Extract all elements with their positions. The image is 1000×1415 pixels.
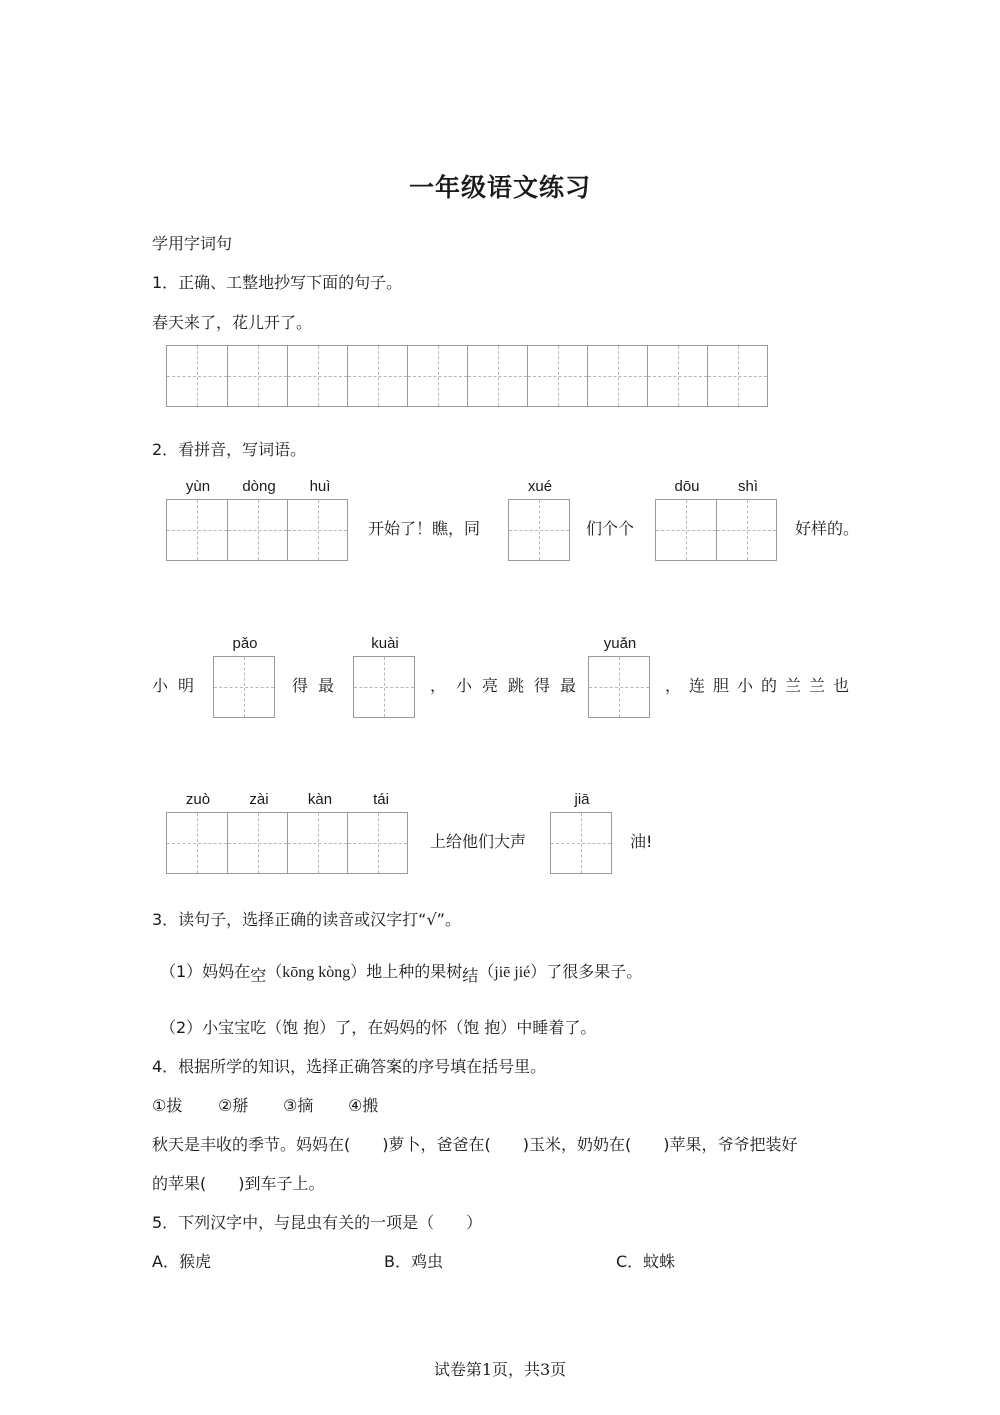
sentence-fragment: 得最	[292, 676, 345, 695]
pinyin-label: huì	[309, 478, 331, 495]
q3-item1-choice[interactable]: （kōng kòng）	[266, 964, 367, 981]
sentence-fragment: 油!	[630, 832, 653, 851]
pinyin-label: shì	[737, 478, 758, 495]
grid-cell[interactable]	[527, 346, 587, 406]
grid-cell[interactable]	[167, 813, 227, 873]
grid-cell[interactable]	[287, 813, 347, 873]
pinyin-label: yuǎn	[603, 635, 637, 652]
grid-cell[interactable]	[407, 346, 467, 406]
grid-cell[interactable]	[716, 500, 776, 560]
q1-writing-grid[interactable]	[166, 345, 768, 407]
grid-cell[interactable]	[214, 657, 274, 717]
pinyin-label: dōu	[674, 478, 700, 495]
grid-cell[interactable]	[227, 346, 287, 406]
question-2-label: 2．看拼音，写词语。	[152, 440, 307, 459]
sentence-fragment: 上给他们大声	[430, 832, 527, 851]
question-1-label: 1．正确、工整地抄写下面的句子。	[152, 273, 403, 292]
q3-item1-text: （1）妈妈在	[160, 962, 251, 981]
pinyin-label: yùn	[185, 478, 211, 495]
q4-passage-line: 的苹果( )到车子上。	[152, 1174, 325, 1193]
question-3-item-2: （2）小宝宝吃（饱 抱）了，在妈妈的怀（饱 抱）中睡着了。	[160, 1018, 597, 1037]
question-3-label: 3．读句子，选择正确的读音或汉字打“√”。	[152, 910, 461, 929]
pinyin-grid-xue[interactable]	[508, 499, 570, 561]
q4-option: ②掰	[218, 1096, 249, 1115]
q3-item1-text: 地上种的果树	[366, 962, 463, 981]
pinyin-grid-doushi[interactable]	[655, 499, 777, 561]
pinyin-label: zài	[249, 791, 269, 808]
q3-item1-choice[interactable]: （jiē jié）	[478, 964, 547, 981]
pinyin-label: kuài	[371, 635, 399, 652]
q5-choice-b[interactable]: B．鸡虫	[384, 1252, 443, 1271]
grid-cell[interactable]	[227, 813, 287, 873]
sentence-fragment: ，连胆小的兰兰也	[665, 676, 858, 695]
pinyin-grid-yuan[interactable]	[588, 656, 650, 718]
grid-cell[interactable]	[287, 346, 347, 406]
grid-cell[interactable]	[587, 346, 647, 406]
pinyin-label: kàn	[307, 791, 333, 808]
q3-item1-char: 空	[250, 966, 267, 985]
sentence-fragment: ，小亮跳得最	[430, 676, 587, 695]
question-1-sentence: 春天来了，花儿开了。	[152, 313, 313, 332]
pinyin-grid-pao[interactable]	[213, 656, 275, 718]
pinyin-grid-kuai[interactable]	[353, 656, 415, 718]
q5-choice-c[interactable]: C．蚊蛛	[616, 1252, 676, 1271]
q4-option: ①拔	[152, 1096, 183, 1115]
q4-option: ④搬	[348, 1096, 379, 1115]
grid-cell[interactable]	[707, 346, 767, 406]
q3-item1-text: 了很多果子。	[546, 962, 643, 981]
pinyin-grid-zuozaikantai[interactable]	[166, 812, 408, 874]
sentence-fragment: 们个个	[586, 519, 635, 538]
sentence-fragment: 好样的。	[795, 519, 860, 538]
pinyin-label: tái	[373, 791, 389, 808]
grid-cell[interactable]	[167, 346, 227, 406]
question-4-label: 4．根据所学的知识，选择正确答案的序号填在括号里。	[152, 1057, 547, 1076]
pinyin-label: xué	[527, 478, 553, 495]
pinyin-label: jiā	[574, 791, 590, 808]
grid-cell[interactable]	[467, 346, 527, 406]
grid-cell[interactable]	[656, 500, 716, 560]
grid-cell[interactable]	[167, 500, 227, 560]
pinyin-grid-jia[interactable]	[550, 812, 612, 874]
pinyin-label: pǎo	[232, 635, 258, 652]
grid-cell[interactable]	[227, 500, 287, 560]
grid-cell[interactable]	[647, 346, 707, 406]
grid-cell[interactable]	[347, 813, 407, 873]
page-footer: 试卷第1页，共3页	[433, 1360, 567, 1379]
q5-choice-a[interactable]: A．猴虎	[152, 1252, 211, 1271]
grid-cell[interactable]	[347, 346, 407, 406]
q4-passage-line: 秋天是丰收的季节。妈妈在( )萝卜，爸爸在( )玉米，奶奶在( )苹果，爷爷把装好	[152, 1135, 798, 1154]
question-3-item-1	[160, 961, 642, 984]
grid-cell[interactable]	[287, 500, 347, 560]
grid-cell[interactable]	[551, 813, 611, 873]
question-5-label: 5．下列汉字中，与昆虫有关的一项是（ ）	[152, 1213, 483, 1232]
section-heading: 学用字词句	[152, 234, 233, 253]
sentence-fragment: 开始了！瞧，同	[368, 519, 481, 538]
sentence-fragment: 小明	[152, 676, 205, 695]
pinyin-label: dòng	[242, 478, 276, 495]
page-title: 一年级语文练习	[408, 173, 591, 202]
grid-cell[interactable]	[589, 657, 649, 717]
pinyin-label: zuò	[185, 791, 211, 808]
grid-cell[interactable]	[354, 657, 414, 717]
q4-option: ③摘	[283, 1096, 314, 1115]
pinyin-grid-yundonghui[interactable]	[166, 499, 348, 561]
grid-cell[interactable]	[509, 500, 569, 560]
q3-item1-char: 结	[462, 966, 479, 985]
